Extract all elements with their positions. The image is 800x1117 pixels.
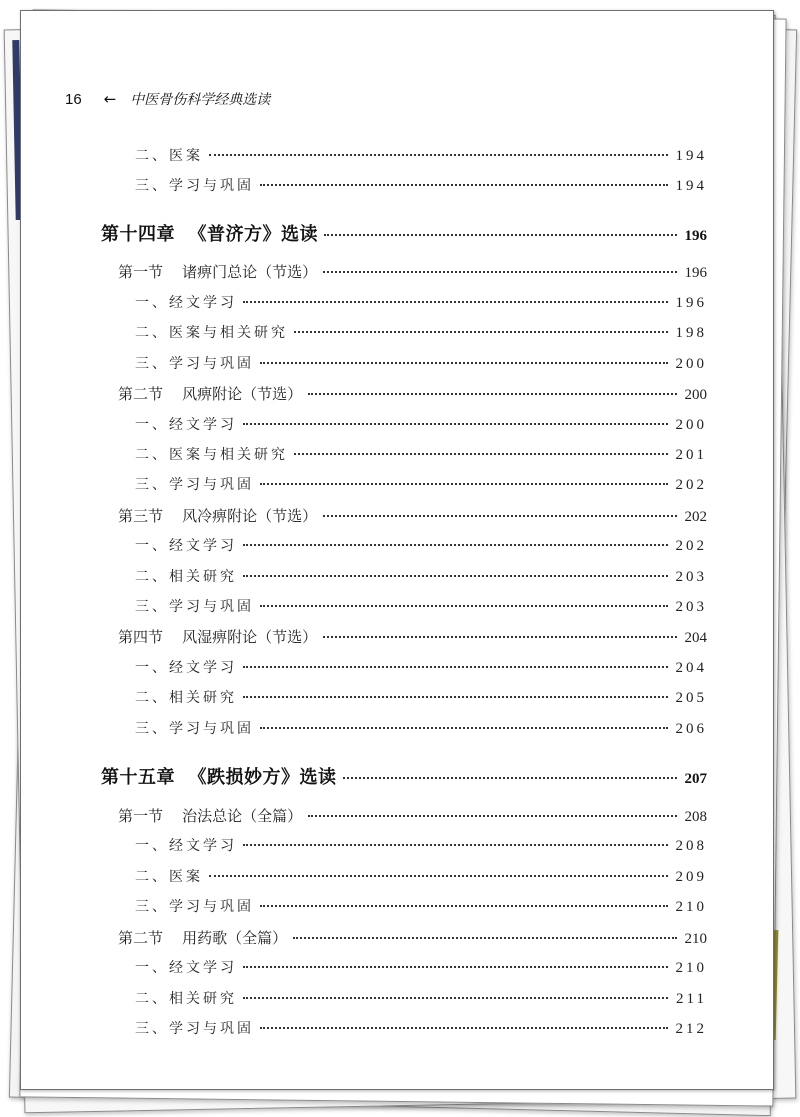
toc-item-entry: [135, 1018, 707, 1038]
dot-leader: [294, 331, 668, 333]
toc-entry-label: 一、经文学习: [135, 417, 237, 433]
dot-leader: [243, 696, 668, 698]
toc-entry-page: 208: [684, 809, 707, 825]
toc-page: [20, 10, 774, 1090]
toc-item-entry: [135, 596, 707, 616]
toc-entry-page: 202: [675, 538, 707, 554]
toc-entry-label: 二、医案: [135, 148, 203, 164]
toc-section-entry: [118, 383, 707, 404]
toc-entry-label: 第十五章 《跌损妙方》选读: [101, 767, 337, 788]
toc-entry-page: 194: [675, 148, 707, 164]
toc-entry-label: 三、学习与巩固: [135, 178, 254, 194]
toc-entry-page: 210: [684, 931, 707, 947]
toc-section-entry: [118, 805, 707, 826]
toc-entry-label: 二、医案: [135, 869, 203, 885]
toc-item-entry: [135, 896, 707, 916]
toc-chapter-entry: [101, 220, 707, 246]
dot-leader: [243, 423, 668, 425]
dot-leader: [260, 184, 668, 186]
toc-item-entry: [135, 353, 707, 373]
toc-entry-label: 三、学习与巩固: [135, 477, 254, 493]
dot-leader: [343, 777, 677, 779]
toc-entry-page: 202: [675, 477, 707, 493]
toc-entry-label: 第二节 用药歌（全篇）: [118, 929, 288, 947]
toc-item-entry: [135, 474, 707, 494]
toc-section-entry: [118, 626, 707, 647]
toc-entry-page: 205: [675, 690, 707, 706]
toc-entry-page: 206: [675, 721, 707, 737]
toc-entry-page: 201: [675, 447, 707, 463]
dot-leader: [260, 362, 668, 364]
dot-leader: [308, 393, 676, 395]
toc-entry-label: 第一节 治法总论（全篇）: [118, 807, 303, 825]
toc-entry-label: 三、学习与巩固: [135, 899, 254, 915]
toc-item-entry: [135, 988, 707, 1008]
toc-item-entry: [135, 657, 707, 677]
toc-item-entry: [135, 718, 707, 738]
toc-entry-page: 210: [675, 960, 707, 976]
toc-section-entry: [118, 261, 707, 282]
toc-entry-page: 209: [675, 869, 707, 885]
page-number: 16: [65, 90, 82, 108]
dot-leader: [308, 815, 676, 817]
running-header: [65, 89, 270, 109]
toc-entry-label: 三、学习与巩固: [135, 1021, 254, 1037]
toc-item-entry: [135, 322, 707, 342]
dot-leader: [243, 301, 668, 303]
toc-entry-label: 第四节 风湿痹附论（节选）: [118, 628, 318, 646]
dot-leader: [243, 844, 668, 846]
toc-item-entry: [135, 175, 707, 195]
toc-entry-label: 第二节 风痹附论（节选）: [118, 385, 303, 403]
dot-leader: [209, 875, 668, 877]
toc-entry-page: 194: [675, 178, 707, 194]
toc-entry-page: 204: [684, 630, 707, 646]
toc-entry-page: 196: [684, 265, 707, 281]
book-title: 中医骨伤科学经典选读: [130, 92, 271, 108]
toc-item-entry: [135, 145, 707, 165]
toc-item-entry: [135, 292, 707, 312]
toc-entry-label: 二、医案与相关研究: [135, 325, 288, 341]
toc-entry-page: 211: [676, 991, 707, 1007]
toc-section-entry: [118, 927, 707, 948]
toc-entry-page: 200: [684, 387, 707, 403]
toc-entry-page: 196: [684, 228, 707, 244]
toc-entry-label: 二、相关研究: [135, 569, 237, 585]
toc-item-entry: [135, 687, 707, 707]
toc-entry-label: 二、相关研究: [135, 690, 237, 706]
dot-leader: [209, 154, 668, 156]
toc-entry-label: 二、医案与相关研究: [135, 447, 288, 463]
toc-entry-label: 第十四章 《普济方》选读: [101, 224, 319, 245]
dot-leader: [243, 997, 668, 999]
toc-entry-label: 一、经文学习: [135, 660, 237, 676]
toc-entry-page: 202: [684, 509, 707, 525]
toc-entry-page: 200: [675, 417, 707, 433]
dot-leader: [260, 905, 668, 907]
dot-leader: [323, 271, 676, 273]
toc-item-entry: [135, 866, 707, 886]
toc-entry-label: 一、经文学习: [135, 538, 237, 554]
toc-entry-label: 第三节 风冷痹附论（节选）: [118, 507, 318, 525]
toc-entry-label: 一、经文学习: [135, 960, 237, 976]
dot-leader: [243, 966, 668, 968]
toc-entry-page: 200: [675, 356, 707, 372]
dot-leader: [260, 605, 668, 607]
toc-entry-page: 198: [675, 325, 707, 341]
toc-item-entry: [135, 566, 707, 586]
toc-entry-label: 三、学习与巩固: [135, 599, 254, 615]
dot-leader: [293, 937, 676, 939]
toc-item-entry: [135, 835, 707, 855]
toc-entry-label: 三、学习与巩固: [135, 356, 254, 372]
dot-leader: [294, 453, 668, 455]
toc-entry-page: 208: [675, 838, 707, 854]
toc-entry-label: 第一节 诸痹门总论（节选）: [118, 263, 318, 281]
toc-chapter-entry: [101, 763, 707, 789]
toc-entry-page: 203: [675, 599, 707, 615]
toc-entry-page: 207: [684, 771, 707, 787]
toc-entry-page: 204: [675, 660, 707, 676]
toc-entry-page: 196: [675, 295, 707, 311]
toc-section-entry: [118, 505, 707, 526]
toc-entry-label: 二、相关研究: [135, 991, 237, 1007]
toc-entry-label: 一、经文学习: [135, 838, 237, 854]
toc-item-entry: [135, 535, 707, 555]
toc-item-entry: [135, 444, 707, 464]
dot-leader: [323, 515, 676, 517]
dot-leader: [243, 666, 668, 668]
dot-leader: [243, 575, 668, 577]
toc-entry-page: 210: [675, 899, 707, 915]
toc-item-entry: [135, 414, 707, 434]
dot-leader: [323, 636, 676, 638]
toc-item-entry: [135, 957, 707, 977]
dot-leader: [260, 1027, 668, 1029]
toc-entry-label: 一、经文学习: [135, 295, 237, 311]
toc-entry-page: 203: [675, 569, 707, 585]
toc-entry-label: 三、学习与巩固: [135, 721, 254, 737]
dot-leader: [260, 727, 668, 729]
dot-leader: [324, 234, 676, 236]
dot-leader: [260, 483, 668, 485]
toc-entry-page: 212: [675, 1021, 707, 1037]
dot-leader: [243, 544, 668, 546]
left-arrow-icon: ←: [103, 90, 117, 108]
